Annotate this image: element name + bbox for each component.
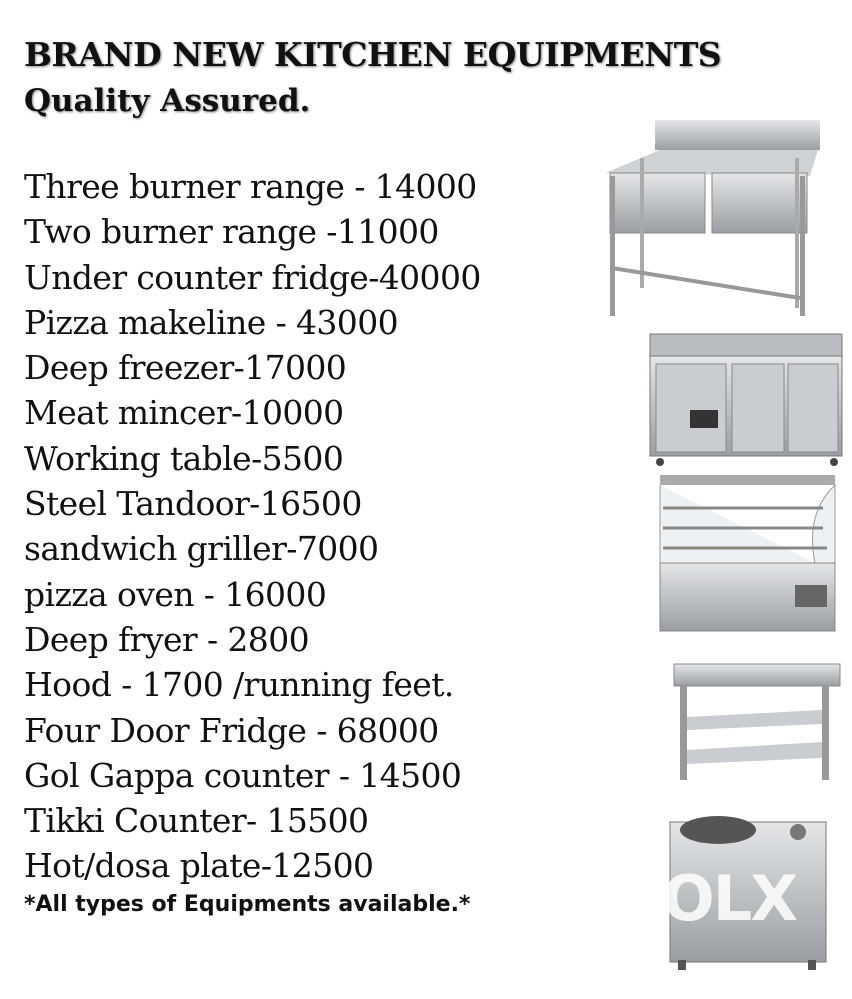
list-item: Pizza makeline - 43000 bbox=[24, 302, 398, 342]
display-counter-image bbox=[655, 473, 840, 635]
list-item: pizza oven - 16000 bbox=[24, 574, 327, 614]
price-list bbox=[24, 164, 481, 889]
sink-image bbox=[600, 118, 825, 323]
list-item: Hot/dosa plate-12500 bbox=[24, 846, 374, 886]
list-item: Gol Gappa counter - 14500 bbox=[24, 755, 462, 795]
list-item: sandwich griller-7000 bbox=[24, 529, 379, 569]
olx-watermark: OLX bbox=[662, 862, 797, 935]
list-item: Meat mincer-10000 bbox=[24, 393, 344, 433]
ad-subtitle: Quality Assured. bbox=[24, 83, 311, 119]
list-item: Working table-5500 bbox=[24, 438, 344, 478]
list-item: Two burner range -11000 bbox=[24, 212, 439, 252]
list-item: Tikki Counter- 15500 bbox=[24, 801, 369, 841]
list-item: Deep fryer - 2800 bbox=[24, 619, 309, 659]
pizza-makeline-image bbox=[648, 332, 846, 467]
list-item: Under counter fridge-40000 bbox=[24, 257, 481, 297]
footer-note: *All types of Equipments available.* bbox=[24, 892, 471, 917]
working-table-image bbox=[672, 662, 842, 782]
list-item: Deep freezer-17000 bbox=[24, 348, 347, 388]
ad-title: BRAND NEW KITCHEN EQUIPMENTS bbox=[24, 35, 722, 74]
list-item: Steel Tandoor-16500 bbox=[24, 484, 362, 524]
list-item: Four Door Fridge - 68000 bbox=[24, 710, 439, 750]
list-item: Three burner range - 14000 bbox=[24, 167, 477, 206]
list-item: Hood - 1700 /running feet. bbox=[24, 665, 454, 705]
